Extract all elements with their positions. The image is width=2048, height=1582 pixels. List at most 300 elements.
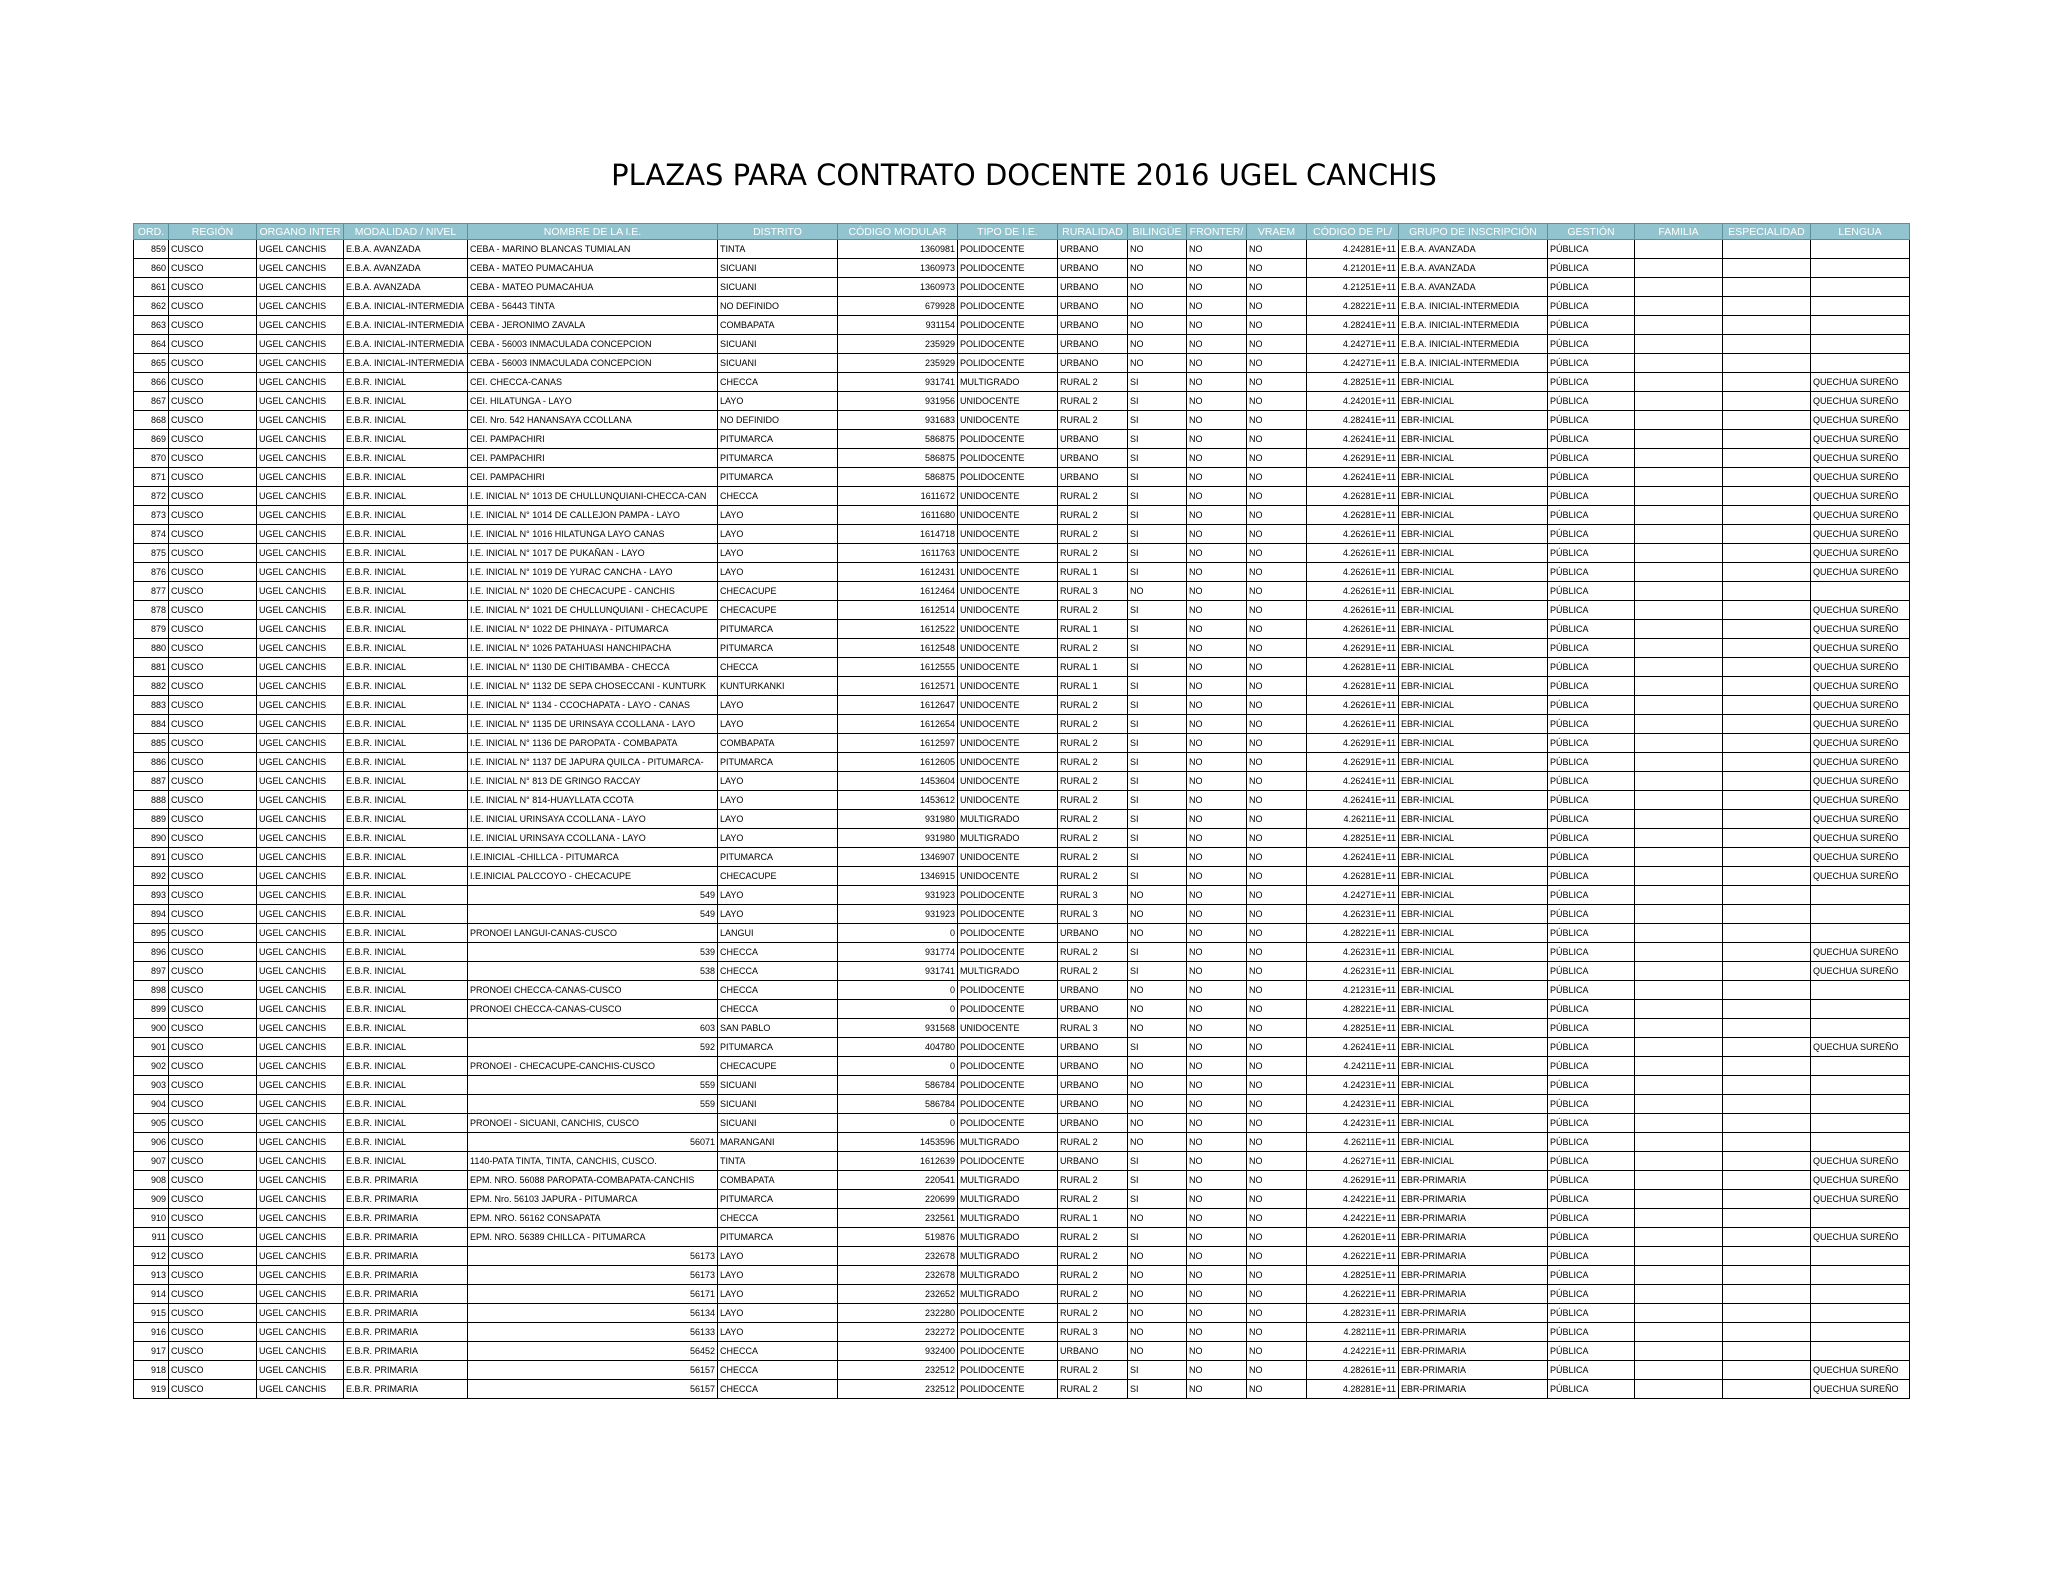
table-cell: E.B.R. INICIAL [344, 1000, 468, 1019]
table-cell: 906 [134, 1133, 169, 1152]
table-cell: UGEL CANCHIS [257, 430, 344, 449]
table-cell: NO [1187, 1361, 1247, 1380]
table-cell: QUECHUA SUREÑO [1811, 1228, 1910, 1247]
table-cell: CUSCO [169, 981, 257, 1000]
table-cell: PÚBLICA [1548, 487, 1635, 506]
table-cell: RURAL 2 [1058, 1171, 1128, 1190]
table-cell: UGEL CANCHIS [257, 373, 344, 392]
table-cell: CEBA - 56003 INMACULADA CONCEPCION [468, 354, 718, 373]
table-cell: E.B.R. INICIAL [344, 620, 468, 639]
table-cell: PÚBLICA [1548, 1323, 1635, 1342]
table-cell: LAYO [718, 525, 838, 544]
table-cell: NO [1247, 1361, 1307, 1380]
table-cell: 4.24221E+11 [1307, 1209, 1399, 1228]
table-cell: NO [1128, 981, 1187, 1000]
table-cell [1635, 544, 1723, 563]
table-cell [1635, 867, 1723, 886]
table-cell: NO [1247, 1285, 1307, 1304]
table-cell: PÚBLICA [1548, 316, 1635, 335]
table-cell: CHECCA [718, 962, 838, 981]
table-cell [1723, 658, 1811, 677]
table-cell: 1612522 [838, 620, 958, 639]
table-cell [1635, 449, 1723, 468]
table-cell: PÚBLICA [1548, 1342, 1635, 1361]
table-cell: 4.26211E+11 [1307, 1133, 1399, 1152]
table-cell: NO [1247, 981, 1307, 1000]
table-cell: CEBA - 56443 TINTA [468, 297, 718, 316]
table-cell: 232512 [838, 1380, 958, 1399]
table-cell: UGEL CANCHIS [257, 468, 344, 487]
table-cell: NO [1128, 1057, 1187, 1076]
table-cell: LAYO [718, 1285, 838, 1304]
table-cell: E.B.A. INICIAL-INTERMEDIA [344, 297, 468, 316]
table-cell: 860 [134, 259, 169, 278]
table-cell: 4.26291E+11 [1307, 753, 1399, 772]
table-cell: SI [1128, 943, 1187, 962]
table-cell: UGEL CANCHIS [257, 525, 344, 544]
table-cell: E.B.R. INICIAL [344, 411, 468, 430]
table-cell [1723, 1361, 1811, 1380]
table-cell: 864 [134, 335, 169, 354]
table-cell [1635, 563, 1723, 582]
table-cell: EPM. NRO. 56088 PAROPATA-COMBAPATA-CANCHIS [468, 1171, 718, 1190]
table-cell: LAYO [718, 392, 838, 411]
table-cell: CUSCO [169, 1247, 257, 1266]
table-cell: 880 [134, 639, 169, 658]
table-cell: E.B.A. INICIAL-INTERMEDIA [1399, 335, 1548, 354]
table-cell [1723, 905, 1811, 924]
table-cell: EBR-PRIMARIA [1399, 1247, 1548, 1266]
table-cell: NO [1247, 1076, 1307, 1095]
table-cell [1811, 1019, 1910, 1038]
table-cell: NO [1128, 278, 1187, 297]
table-cell: POLIDOCENTE [958, 924, 1058, 943]
table-cell: RURAL 2 [1058, 1361, 1128, 1380]
table-cell: CEI. Nro. 542 HANANSAYA CCOLLANA [468, 411, 718, 430]
table-cell: 875 [134, 544, 169, 563]
table-cell: EBR-INICIAL [1399, 373, 1548, 392]
table-cell: 900 [134, 1019, 169, 1038]
table-cell: UNIDOCENTE [958, 867, 1058, 886]
table-cell [1635, 297, 1723, 316]
table-cell: CUSCO [169, 582, 257, 601]
table-cell: NO [1187, 905, 1247, 924]
table-cell [1635, 525, 1723, 544]
table-cell: UGEL CANCHIS [257, 886, 344, 905]
table-row [134, 867, 1910, 886]
table-cell: CUSCO [169, 525, 257, 544]
table-cell: EBR-INICIAL [1399, 848, 1548, 867]
table-cell: SI [1128, 373, 1187, 392]
table-cell: NO [1187, 449, 1247, 468]
table-cell: UGEL CANCHIS [257, 810, 344, 829]
table-cell: CHECACUPE [718, 1057, 838, 1076]
table-cell: I.E.INICIAL PALCCOYO - CHECACUPE [468, 867, 718, 886]
table-body [134, 240, 1910, 1399]
table-cell: CUSCO [169, 1266, 257, 1285]
table-cell: 4.26231E+11 [1307, 943, 1399, 962]
table-cell: MULTIGRADO [958, 1209, 1058, 1228]
table-cell: E.B.R. INICIAL [344, 1114, 468, 1133]
table-cell: 879 [134, 620, 169, 639]
table-cell: NO [1187, 1380, 1247, 1399]
table-cell: NO [1128, 1076, 1187, 1095]
table-cell: CHECCA [718, 658, 838, 677]
table-row [134, 1228, 1910, 1247]
table-cell [1723, 335, 1811, 354]
table-cell [1723, 1114, 1811, 1133]
table-cell: NO [1247, 1247, 1307, 1266]
table-cell: 4.26291E+11 [1307, 734, 1399, 753]
table-cell: PÚBLICA [1548, 1228, 1635, 1247]
table-cell: I.E. INICIAL N° 1013 DE CHULLUNQUIANI-CHECCA-CAN [468, 487, 718, 506]
table-cell: RURAL 2 [1058, 696, 1128, 715]
table-cell: QUECHUA SUREÑO [1811, 753, 1910, 772]
table-cell: CUSCO [169, 962, 257, 981]
table-cell: PITUMARCA [718, 430, 838, 449]
table-cell: RURAL 2 [1058, 734, 1128, 753]
table-cell [1635, 1076, 1723, 1095]
table-cell: UGEL CANCHIS [257, 1133, 344, 1152]
table-cell: CUSCO [169, 1019, 257, 1038]
table-cell: UGEL CANCHIS [257, 1323, 344, 1342]
table-cell: PÚBLICA [1548, 525, 1635, 544]
table-cell [1723, 620, 1811, 639]
table-cell [1723, 411, 1811, 430]
table-cell: NO [1187, 487, 1247, 506]
table-cell: NO [1128, 1114, 1187, 1133]
table-cell: CUSCO [169, 1285, 257, 1304]
table-cell [1723, 1266, 1811, 1285]
table-cell: NO [1187, 468, 1247, 487]
table-cell: 894 [134, 905, 169, 924]
table-cell [1723, 791, 1811, 810]
table-cell: 4.26221E+11 [1307, 1285, 1399, 1304]
table-cell: UNIDOCENTE [958, 601, 1058, 620]
table-cell [1723, 734, 1811, 753]
table-cell: CHECACUPE [718, 867, 838, 886]
table-cell: PÚBLICA [1548, 753, 1635, 772]
table-cell [1635, 696, 1723, 715]
table-cell: RURAL 2 [1058, 1247, 1128, 1266]
column-header: DISTRITO [718, 224, 838, 240]
table-cell: SI [1128, 639, 1187, 658]
table-cell: RURAL 2 [1058, 1266, 1128, 1285]
table-cell: CUSCO [169, 810, 257, 829]
table-cell: EBR-INICIAL [1399, 1152, 1548, 1171]
table-cell: 4.26261E+11 [1307, 563, 1399, 582]
table-cell: 4.26261E+11 [1307, 601, 1399, 620]
table-cell [1811, 905, 1910, 924]
table-cell: EBR-PRIMARIA [1399, 1171, 1548, 1190]
table-cell [1723, 1133, 1811, 1152]
table-cell: SI [1128, 962, 1187, 981]
table-cell: E.B.A. AVANZADA [1399, 259, 1548, 278]
table-cell: PÚBLICA [1548, 943, 1635, 962]
table-cell: E.B.R. PRIMARIA [344, 1380, 468, 1399]
table-cell: 4.26291E+11 [1307, 449, 1399, 468]
table-cell: NO DEFINIDO [718, 297, 838, 316]
table-cell: NO [1187, 1114, 1247, 1133]
table-cell: EBR-PRIMARIA [1399, 1266, 1548, 1285]
table-cell: NO [1247, 1304, 1307, 1323]
table-cell: PÚBLICA [1548, 981, 1635, 1000]
table-cell: NO [1187, 696, 1247, 715]
table-row [134, 1361, 1910, 1380]
table-cell: CUSCO [169, 1038, 257, 1057]
table-cell: NO [1247, 506, 1307, 525]
table-cell: MARANGANI [718, 1133, 838, 1152]
table-cell: E.B.R. INICIAL [344, 544, 468, 563]
table-cell: 586875 [838, 449, 958, 468]
table-cell: POLIDOCENTE [958, 335, 1058, 354]
table-cell: EBR-INICIAL [1399, 734, 1548, 753]
table-cell: NO [1247, 297, 1307, 316]
table-cell: NO [1247, 810, 1307, 829]
table-cell: 56173 [468, 1247, 718, 1266]
table-cell: CUSCO [169, 354, 257, 373]
table-cell: CEI. PAMPACHIRI [468, 430, 718, 449]
table-cell [1811, 278, 1910, 297]
table-cell: UGEL CANCHIS [257, 1171, 344, 1190]
table-cell: NO [1247, 430, 1307, 449]
table-cell: RURAL 2 [1058, 1228, 1128, 1247]
table-cell: 4.24281E+11 [1307, 240, 1399, 259]
table-cell [1635, 734, 1723, 753]
table-cell: UNIDOCENTE [958, 639, 1058, 658]
table-cell: EBR-INICIAL [1399, 1019, 1548, 1038]
table-cell: PÚBLICA [1548, 1095, 1635, 1114]
table-cell: UNIDOCENTE [958, 487, 1058, 506]
table-cell: UGEL CANCHIS [257, 1304, 344, 1323]
table-cell: EBR-INICIAL [1399, 620, 1548, 639]
table-cell [1723, 1152, 1811, 1171]
table-cell: NO [1247, 392, 1307, 411]
table-cell: 232678 [838, 1266, 958, 1285]
table-cell: NO [1247, 487, 1307, 506]
table-cell: PÚBLICA [1548, 696, 1635, 715]
table-cell [1635, 658, 1723, 677]
table-cell: 220699 [838, 1190, 958, 1209]
table-cell: QUECHUA SUREÑO [1811, 696, 1910, 715]
table-cell: POLIDOCENTE [958, 1038, 1058, 1057]
table-cell: 871 [134, 468, 169, 487]
table-row [134, 1323, 1910, 1342]
table-cell: EPM. Nro. 56103 JAPURA - PITUMARCA [468, 1190, 718, 1209]
table-cell: UGEL CANCHIS [257, 1000, 344, 1019]
table-cell: E.B.R. INICIAL [344, 810, 468, 829]
table-cell: NO [1187, 924, 1247, 943]
table-cell: POLIDOCENTE [958, 240, 1058, 259]
table-cell: EBR-INICIAL [1399, 981, 1548, 1000]
table-cell: POLIDOCENTE [958, 1114, 1058, 1133]
table-cell: 235929 [838, 335, 958, 354]
table-row [134, 1342, 1910, 1361]
table-cell: UGEL CANCHIS [257, 924, 344, 943]
table-cell [1811, 1342, 1910, 1361]
table-cell [1635, 335, 1723, 354]
table-cell: EBR-PRIMARIA [1399, 1285, 1548, 1304]
table-cell [1811, 886, 1910, 905]
table-cell: EBR-PRIMARIA [1399, 1380, 1548, 1399]
table-cell: RURAL 2 [1058, 867, 1128, 886]
table-cell [1811, 1057, 1910, 1076]
table-cell: NO [1187, 1019, 1247, 1038]
table-cell: NO [1187, 1190, 1247, 1209]
column-header: TIPO DE I.E. [958, 224, 1058, 240]
table-cell: RURAL 1 [1058, 677, 1128, 696]
table-cell: E.B.A. AVANZADA [1399, 240, 1548, 259]
table-cell: 865 [134, 354, 169, 373]
table-cell: NO [1247, 1095, 1307, 1114]
table-cell: NO [1247, 1114, 1307, 1133]
table-cell: 912 [134, 1247, 169, 1266]
table-cell: CHECCA [718, 981, 838, 1000]
table-cell: 4.24271E+11 [1307, 335, 1399, 354]
table-cell: NO [1247, 1266, 1307, 1285]
table-cell: UGEL CANCHIS [257, 544, 344, 563]
table-cell: NO [1187, 810, 1247, 829]
table-cell: EBR-INICIAL [1399, 1133, 1548, 1152]
table-cell [1723, 1190, 1811, 1209]
table-cell: QUECHUA SUREÑO [1811, 962, 1910, 981]
table-cell: EBR-INICIAL [1399, 601, 1548, 620]
table-cell: 1611763 [838, 544, 958, 563]
table-cell: EBR-INICIAL [1399, 943, 1548, 962]
table-cell: 4.26261E+11 [1307, 525, 1399, 544]
table-cell: UGEL CANCHIS [257, 658, 344, 677]
table-cell: EBR-INICIAL [1399, 1057, 1548, 1076]
table-cell: CUSCO [169, 335, 257, 354]
table-cell: RURAL 2 [1058, 1190, 1128, 1209]
table-cell: RURAL 2 [1058, 1133, 1128, 1152]
table-cell [1723, 278, 1811, 297]
table-cell: SICUANI [718, 354, 838, 373]
table-cell: EBR-INICIAL [1399, 658, 1548, 677]
table-cell: NO [1187, 1133, 1247, 1152]
table-cell: SI [1128, 1038, 1187, 1057]
column-header: NOMBRE DE LA I.E. [468, 224, 718, 240]
table-cell: NO [1187, 392, 1247, 411]
table-cell: 931980 [838, 829, 958, 848]
table-cell: SI [1128, 563, 1187, 582]
table-cell: UGEL CANCHIS [257, 240, 344, 259]
table-cell: 4.28281E+11 [1307, 1380, 1399, 1399]
table-cell: UNIDOCENTE [958, 848, 1058, 867]
table-cell: CUSCO [169, 1133, 257, 1152]
table-cell [1723, 1038, 1811, 1057]
table-cell [1723, 582, 1811, 601]
table-cell: 1360973 [838, 259, 958, 278]
table-cell: 872 [134, 487, 169, 506]
table-cell: CEBA - MATEO PUMACAHUA [468, 259, 718, 278]
table-cell: E.B.R. PRIMARIA [344, 1190, 468, 1209]
table-cell [1723, 1019, 1811, 1038]
table-cell [1811, 1000, 1910, 1019]
table-cell: UGEL CANCHIS [257, 1190, 344, 1209]
table-cell: NO [1187, 1304, 1247, 1323]
table-cell: NO [1247, 658, 1307, 677]
table-cell: NO [1128, 316, 1187, 335]
table-cell [1723, 1304, 1811, 1323]
table-cell: UGEL CANCHIS [257, 1209, 344, 1228]
table-cell: 559 [468, 1095, 718, 1114]
table-cell: NO [1187, 1038, 1247, 1057]
table-cell: 931683 [838, 411, 958, 430]
table-cell: UGEL CANCHIS [257, 601, 344, 620]
table-cell: QUECHUA SUREÑO [1811, 373, 1910, 392]
table-cell: EBR-INICIAL [1399, 772, 1548, 791]
table-cell: NO [1187, 1228, 1247, 1247]
table-cell: NO [1128, 886, 1187, 905]
table-cell: 559 [468, 1076, 718, 1095]
table-cell: 1611672 [838, 487, 958, 506]
table-cell: UGEL CANCHIS [257, 1057, 344, 1076]
table-cell: UGEL CANCHIS [257, 449, 344, 468]
table-cell: 4.26241E+11 [1307, 791, 1399, 810]
table-cell: PÚBLICA [1548, 1000, 1635, 1019]
table-cell: SI [1128, 772, 1187, 791]
table-cell: LAYO [718, 1247, 838, 1266]
table-cell: 889 [134, 810, 169, 829]
table-cell: NO [1187, 753, 1247, 772]
table-cell: MULTIGRADO [958, 1190, 1058, 1209]
table-cell: NO [1247, 620, 1307, 639]
table-cell: UGEL CANCHIS [257, 848, 344, 867]
table-cell: 232280 [838, 1304, 958, 1323]
table-cell: UNIDOCENTE [958, 1019, 1058, 1038]
table-cell: 878 [134, 601, 169, 620]
table-row [134, 1380, 1910, 1399]
table-cell: SI [1128, 867, 1187, 886]
table-cell [1635, 259, 1723, 278]
table-cell [1723, 1228, 1811, 1247]
table-cell: 232561 [838, 1209, 958, 1228]
table-cell [1811, 1133, 1910, 1152]
table-row [134, 1285, 1910, 1304]
table-cell: LANGUI [718, 924, 838, 943]
table-cell: CUSCO [169, 1000, 257, 1019]
table-cell: RURAL 3 [1058, 582, 1128, 601]
table-cell: PRONOEI - SICUANI, CANCHIS, CUSCO [468, 1114, 718, 1133]
table-cell: NO [1187, 1342, 1247, 1361]
table-cell [1635, 1114, 1723, 1133]
table-cell: EBR-INICIAL [1399, 962, 1548, 981]
table-cell: UGEL CANCHIS [257, 1114, 344, 1133]
table-cell: UGEL CANCHIS [257, 1019, 344, 1038]
table-cell: PÚBLICA [1548, 582, 1635, 601]
table-cell: UGEL CANCHIS [257, 696, 344, 715]
table-cell: 1360981 [838, 240, 958, 259]
table-row [134, 544, 1910, 563]
table-cell: UNIDOCENTE [958, 411, 1058, 430]
table-cell [1635, 1323, 1723, 1342]
table-cell [1635, 829, 1723, 848]
table-cell: 586875 [838, 430, 958, 449]
table-cell: CUSCO [169, 829, 257, 848]
table-cell: UGEL CANCHIS [257, 1152, 344, 1171]
table-cell: 913 [134, 1266, 169, 1285]
table-cell: POLIDOCENTE [958, 1361, 1058, 1380]
table-cell: CUSCO [169, 1342, 257, 1361]
column-header: FAMILIA [1635, 224, 1723, 240]
table-row [134, 639, 1910, 658]
table-cell: I.E. INICIAL N° 1135 DE URINSAYA CCOLLANA - LAYO [468, 715, 718, 734]
table-cell: I.E. INICIAL N° 1014 DE CALLEJON PAMPA - LAYO [468, 506, 718, 525]
table-cell: CHECCA [718, 1342, 838, 1361]
table-cell: E.B.R. INICIAL [344, 639, 468, 658]
table-cell: POLIDOCENTE [958, 1152, 1058, 1171]
